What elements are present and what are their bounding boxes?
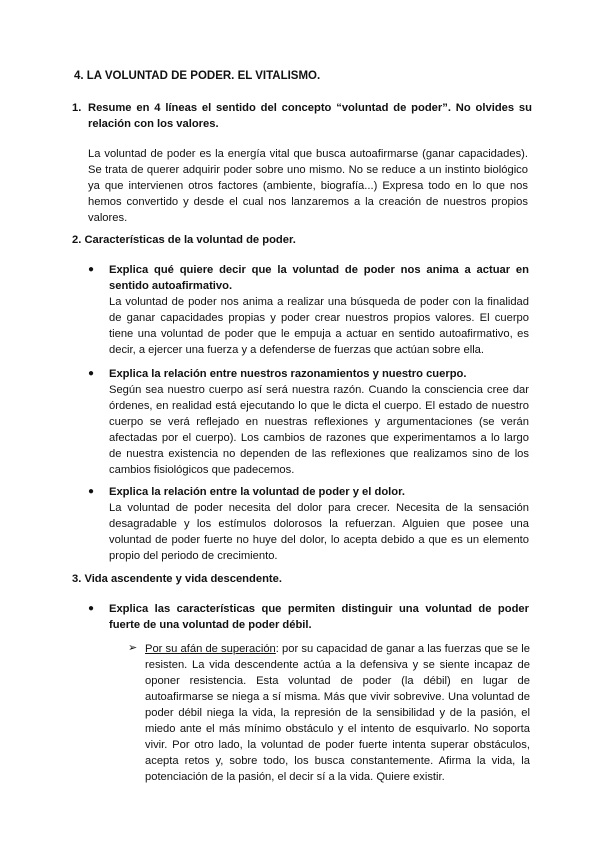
bullet-icon: ● — [88, 603, 95, 614]
section-2-answer-3: La voluntad de poder necesita del dolor para crecer. Necesita de la sensación desagradable y los estímulos dolorosos la refuerzan. Alguien que posee una voluntad de poder fuerte no huye del dolor, lo acepta debido a que es un elemento propio del periodo de crecimiento. — [109, 502, 529, 562]
section-2-heading: 2. Características de la voluntad de poder. — [72, 234, 296, 246]
section-2-answer-1: La voluntad de poder nos anima a realizar una búsqueda de poder con la finalidad de ganar capacidades propias y poder crear nuestros propios valores. El cuerpo tiene una voluntad de poder que le empuja a actuar en sentido autoafirmativo, es decir, a ejercer una fuerza y a defenderse de fuerzas que actúan sobre ella. — [109, 296, 529, 356]
bullet-icon: ● — [88, 368, 95, 379]
section-3-question: Explica las características que permiten distinguir una voluntad de poder fuerte de una voluntad de poder débil. — [109, 603, 529, 631]
answer-1: La voluntad de poder es la energía vital que busca autoafirmarse (ganar capacidades). Se trata de querer adquirir poder sobre uno mismo. No se reduce a un instinto biológico ya que intervienen otros factores (ambiente, biografía...) Expresa todo en lo que nos hemos convertido y desde el cual nos lanzaremos a la creación de nuestros propios valores. — [88, 148, 528, 224]
arrow-bullet-icon: ➢ — [128, 642, 138, 654]
question-1-number: 1. — [72, 102, 82, 114]
section-2-question-2: Explica la relación entre nuestros razonamientos y nuestro cuerpo. — [109, 368, 467, 380]
bullet-icon: ● — [88, 264, 95, 275]
question-1-text: Resume en 4 líneas el sentido del concepto “voluntad de poder”. No olvides su relación con los valores. — [88, 102, 532, 130]
section-3-heading: 3. Vida ascendente y vida descendente. — [72, 573, 282, 585]
sub-label: Por su afán de superación — [145, 643, 276, 655]
sub-text: : por su capacidad de ganar a las fuerzas que se le resisten. La vida descendente actúa a la defensiva y se siente incapaz de oponer resistencia. Esta voluntad de poder (la débil) en lugar de autoafirmarse se niega a sí misma. Más que vivir sobrevive. Una voluntad de poder débil niega la vida, la represión de la sensibilidad y de la pasión, el miedo ante el más mínimo obstáculo y el intento de esquivarlo. No soporta vivir. Por otro lado, la voluntad de poder fuerte intenta superar obstáculos, acepta retos y, sobre todo, los busca constantemente. Afirma la vida, la potenciación de la pasión, el decir sí a la vida. Quiere existir. — [145, 643, 530, 783]
section-3-answer — [145, 641, 530, 785]
section-2-question-1: Explica qué quiere decir que la voluntad de poder nos anima a actuar en sentido autoafirmativo. — [109, 264, 529, 292]
section-2-question-3: Explica la relación entre la voluntad de poder y el dolor. — [109, 486, 405, 498]
section-2-answer-2: Según sea nuestro cuerpo así será nuestra razón. Cuando la consciencia cree dar órdenes, en realidad está ejecutando lo que le dicta el cuerpo. El estado de nuestro cuerpo se verá reflejado en nuestras reflexiones y argumentaciones (se verán afectadas por el cuerpo). Los cambios de razones que experimentamos a lo largo de nuestra existencia no dependen de las reflexiones que realizamos sino de los cambios fisiológicos que padecemos. — [109, 384, 529, 476]
document-title: 4. LA VOLUNTAD DE PODER. EL VITALISMO. — [74, 70, 321, 82]
question-1 — [72, 100, 532, 132]
bullet-icon: ● — [88, 486, 95, 497]
